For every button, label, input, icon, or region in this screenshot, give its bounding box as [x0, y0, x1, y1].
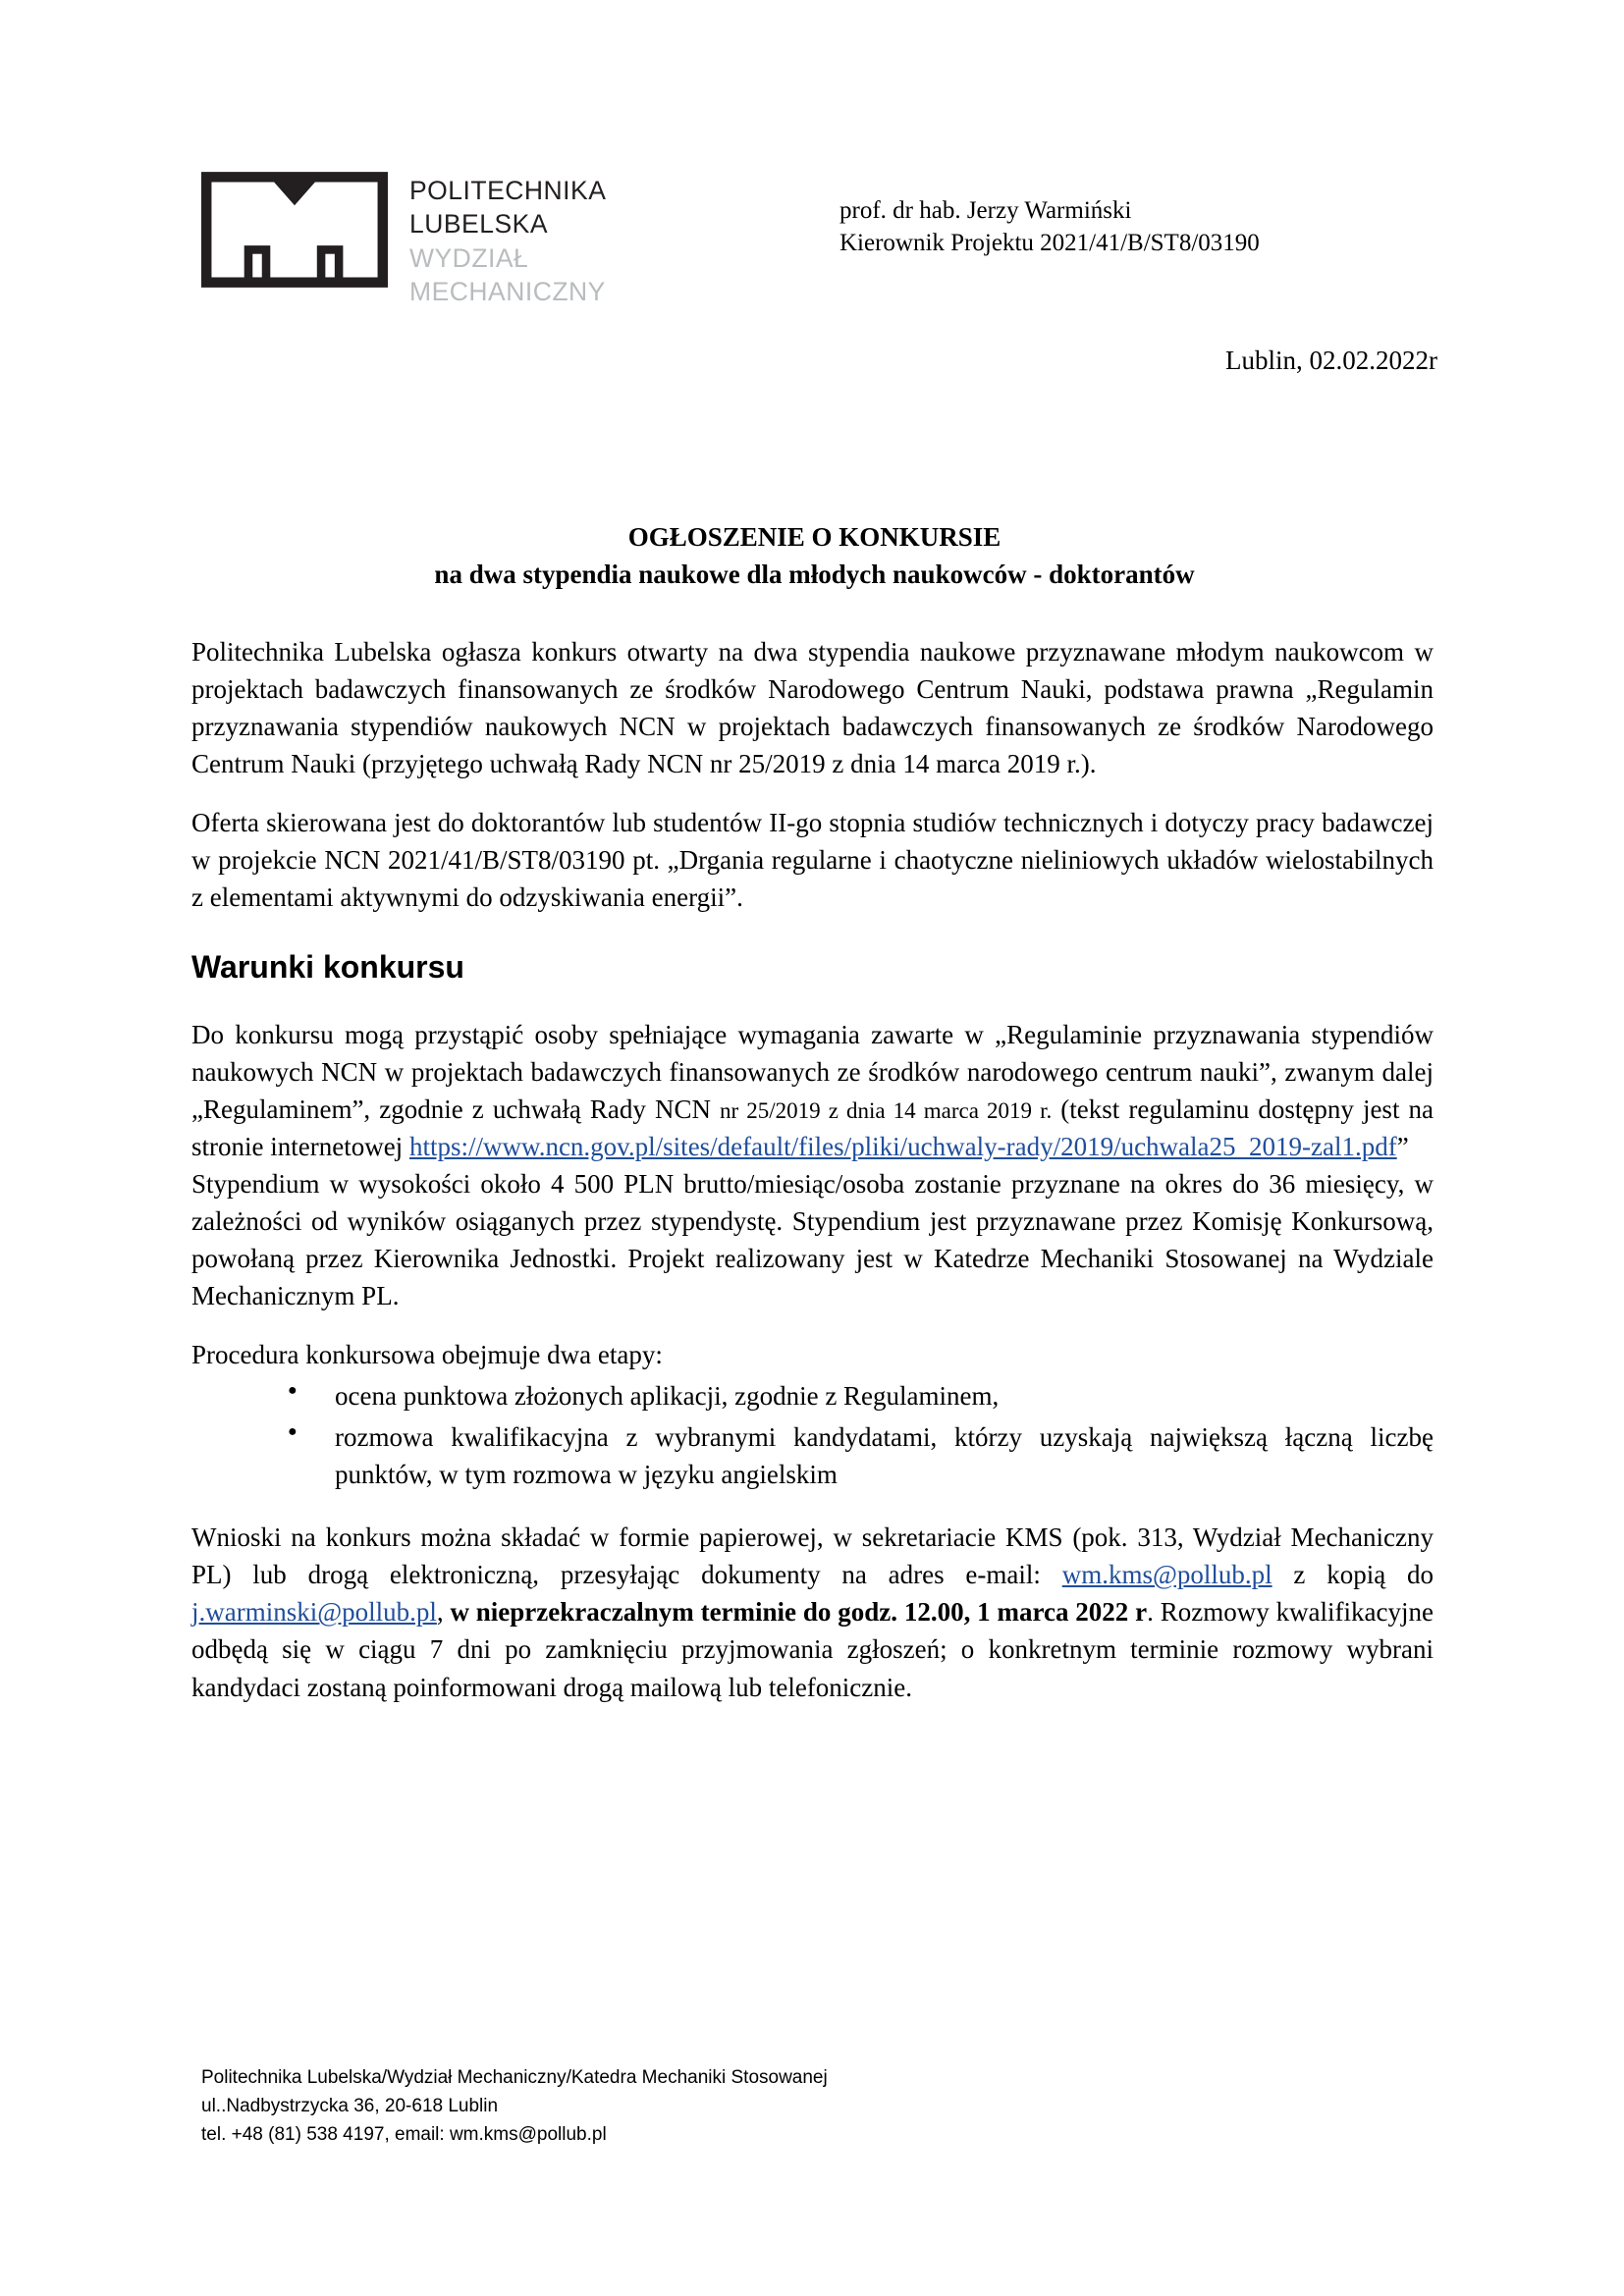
submission-text-part2: z kopią do: [1272, 1560, 1434, 1590]
footer-address: ul..Nadbystrzycka 36, 20-618 Lublin: [201, 2095, 499, 2116]
regulation-pdf-link[interactable]: https://www.ncn.gov.pl/sites/default/files/pliki/uchwaly-rady/2019/uchwala25_2019-zal1.pdf: [408, 1131, 1397, 1161]
paragraph-offer: Oferta skierowana jest do doktorantów lub studentów II-go stopnia studiów technicznych i dotyczy pracy badawczej w projekcie NCN 2021/41/B/ST8/03190 pt. „Drgania regularne i chaotyczne nieliniowych układów wielostabilnych z elementami aktywnymi do odzyskiwania energii”.: [191, 808, 1434, 913]
document-footer: [201, 2064, 828, 2150]
submission-text-part4: . Rozmowy kwalifikacyjne odbędą się w ciągu 7 dni po zamknięciu przyjmowania zgłoszeń; o konkretnym terminie rozmowy wybrani kandydaci zostaną poinformowani drogą mailową lub telefonicznie.: [191, 1597, 1434, 1702]
footer-contact: tel. +48 (81) 538 4197, email: wm.kms@pollub.pl: [201, 2123, 607, 2145]
politechnika-lubelska-m-mark-icon: [201, 172, 388, 288]
paragraph-intro: Politechnika Lubelska ogłasza konkurs otwarty na dwa stypendia naukowe przyznawane młodym naukowcom w projektach badawczych finansowanych ze środków Narodowego Centrum Nauki, podstawa prawna „Regulamin przyznawania stypendiów naukowych NCN w projektach badawczych finansowanych ze środków Narodowego Centrum Nauki (przyjętego uchwałą Rady NCN nr 25/2019 z dnia 14 marca 2019 r.).: [191, 637, 1434, 779]
footer-organization: Politechnika Lubelska/Wydział Mechaniczny/Katedra Mechaniki Stosowanej: [201, 2067, 828, 2088]
section-heading-warunki: Warunki konkursu: [191, 949, 464, 986]
institution-logo: [201, 172, 830, 309]
place-and-date: Lublin, 02.02.2022r: [1225, 346, 1437, 375]
document-title: [191, 518, 1437, 594]
conditions-resolution-ref: nr 25/2019 z dnia 14 marca 2019 r.: [720, 1097, 1053, 1123]
title-subtitle: na dwa stypendia naukowe dla młodych naukowców - doktorantów: [434, 560, 1195, 590]
logo-line-politechnika: POLITECHNIKA: [409, 176, 607, 205]
procedure-steps-list: [191, 1377, 1434, 1493]
submission-text-part3: ,: [436, 1597, 451, 1628]
email-link-secondary[interactable]: j.warminski@pollub.pl: [191, 1597, 437, 1628]
paragraph-submission: [191, 1519, 1434, 1705]
logo-wordmark: [409, 172, 606, 309]
list-item: ● rozmowa kwalifikacyjna z wybranymi kandydatami, którzy uzyskają największą łączną liczbę punktów, w tym rozmowa w języku angielskim: [288, 1418, 1434, 1493]
conditions-text-part1: Do konkursu mogą przystąpić osoby spełniające wymagania zawarte w „Regulaminie przyznawania stypendiów naukowych NCN w projektach badawczych finansowanych ze środków narodowego centrum nauki”, zwanym dalej „Regulaminem”, zgodnie z uchwałą Rady NCN: [191, 1019, 1434, 1124]
paragraph-procedure-intro: Procedura konkursowa obejmuje dwa etapy:: [191, 1340, 663, 1370]
project-leader-name: prof. dr hab. Jerzy Warmiński: [839, 197, 1132, 224]
project-leader-block: [839, 172, 1260, 259]
conditions-closing-quote: ”: [1396, 1131, 1409, 1161]
submission-text-part1: Wnioski na konkurs można składać w formie papierowej, w sekretariacie KMS (pok. 313, Wydział Mechaniczny PL) lub drogą elektroniczną, przesyłając dokumenty na adres e-mail:: [191, 1522, 1434, 1590]
submission-deadline-bold: w nieprzekraczalnym terminie do godz. 12.00, 1 marca 2022 r: [450, 1597, 1148, 1628]
paragraph-stipend: Stypendium w wysokości około 4 500 PLN brutto/miesiąc/osoba zostanie przyznane na okres do 36 miesięcy, w zależności od wyników osiąganych przez stypendystę. Stypendium jest przyznawane przez Komisję Konkursową, powołaną przez Kierownika Jednostki. Projekt realizowany jest w Katedrze Mechaniki Stosowanej na Wydziale Mechanicznym PL.: [191, 1168, 1434, 1310]
logo-line-mechaniczny: MECHANICZNY: [409, 277, 606, 307]
project-leader-role: Kierownik Projektu 2021/41/B/ST8/03190: [839, 229, 1260, 256]
logo-line-wydzial: WYDZIAŁ: [409, 242, 529, 273]
document-header: [201, 172, 1477, 309]
conditions-text-part2: (tekst regulaminu dostępny jest na stronie internetowej: [191, 1094, 1435, 1161]
paragraph-conditions: [191, 1016, 1434, 1165]
document-body: [191, 633, 1434, 1728]
email-link-primary[interactable]: wm.kms@pollub.pl: [1061, 1560, 1272, 1590]
logo-line-lubelska: LUBELSKA: [409, 209, 548, 240]
list-item: ● ocena punktowa złożonych aplikacji, zgodnie z Regulaminem,: [288, 1377, 1434, 1415]
title-main: OGŁOSZENIE O KONKURSIE: [627, 522, 1001, 552]
